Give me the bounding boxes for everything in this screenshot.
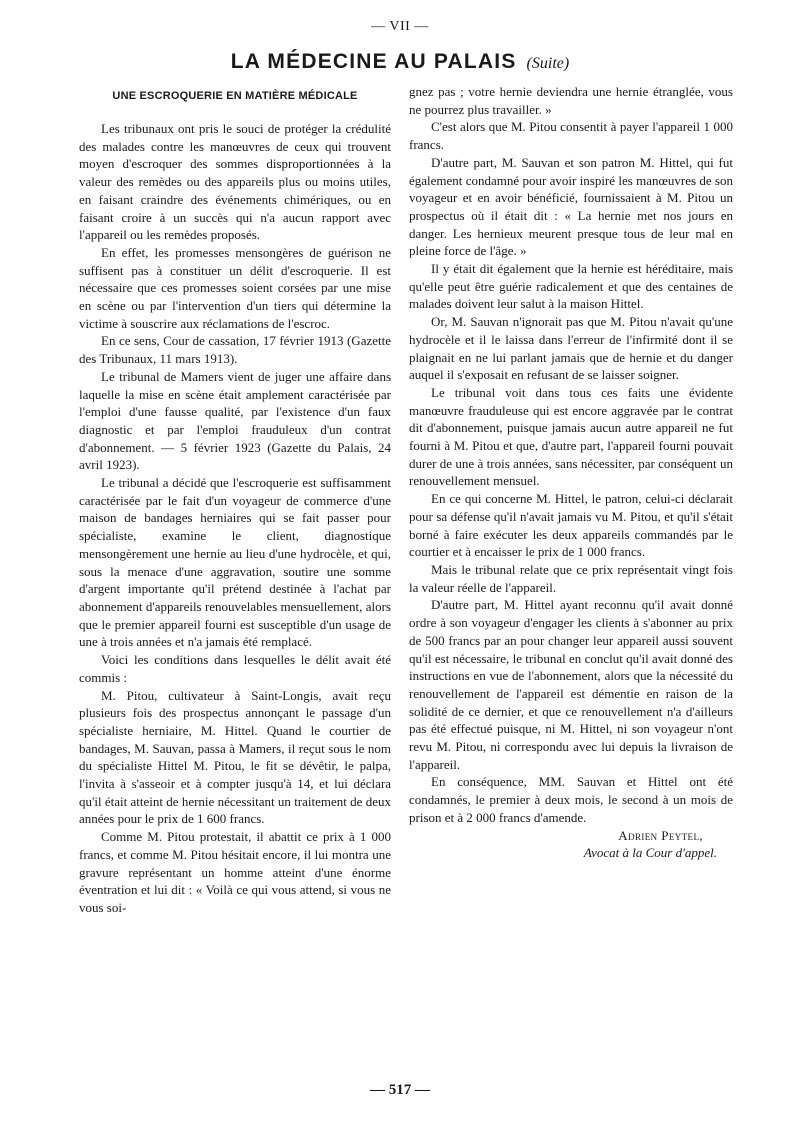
paragraph: M. Pitou, cultivateur à Saint-Longis, avait reçu plusieurs fois des prospectus annonçant le passage d'un spécialiste herniaire, M. Hittel. Quand le courtier de bandages, M. Sauvan, passa à Mamers, il reçut sous le nom du spécialiste Hittel M. Pitou, le fit se dévêtir, le palpa, l'invita à s'asseoir et à compter jusqu'à 14, et lui déclara qu'il était atteint de hernie nécessitant un traitement de deux années pour le prix de 1 600 francs. [79, 687, 391, 827]
paragraph: Or, M. Sauvan n'ignorait pas que M. Pitou n'avait qu'une hydrocèle et il le laissa dans l'erreur de l'infirmité dont il se plaignait en ne lui parlant jamais que de hernie et du danger auquel il s'exposait en refusant de se laisser soigner. [409, 314, 733, 383]
paragraph: Le tribunal a décidé que l'escroquerie est suffisamment caractérisée par le fait d'un voyageur de commerce d'une maison de bandages herniaires qui se fait passer pour spécialiste, examine le client, diagnostique mensongèrement une hernie au lieu d'une hydrocèle, et qui, sous la menace d'une aggravation, soutire une somme d'argent importante qu'il prétend destinée à l'achat par abonnement d'appareils renouvelables mensuellement, alors que le premier appareil fourni est susceptible d'un usage de une à trois années et n'a jamais été remplacé. [79, 475, 391, 650]
paragraph: Il y était dit également que la hernie est héréditaire, mais qu'elle peut être guérie radicalement et que des centaines de malades doivent leur salut à la maison Hittel. [409, 261, 733, 312]
title-main: LA MÉDECINE AU PALAIS [230, 50, 517, 73]
author-name: Adrien Peytel, [618, 827, 703, 843]
paragraph: En ce qui concerne M. Hittel, le patron, celui-ci déclarait pour sa défense qu'il n'avait jamais vu M. Pitou, et qu'il s'était borné à faire exécuter les deux appareils commandés par le courtier et à encaisser le prix de 1 000 francs. [409, 491, 733, 560]
author-role: Avocat à la Cour d'appel. [583, 845, 717, 861]
paragraph: D'autre part, M. Hittel ayant reconnu qu'il avait donné ordre à son voyageur d'engager les clients à s'abonner au prix de 500 francs par an pour changer leur appareil aussi souvent qu'il est nécessaire, le tribunal en conclut qu'il avait donné des instructions en vue de l'abonnement, alors que la nécessité du renouvellement de l'appareil est démentie en raison de la solidité de ce dernier, et que ce renouvellement n'a d'ailleurs pas été effectué puisque, ni M. Hittel, ni son voyageur n'ont revu M. Pitou, ni correspondu avec lui depuis la livraison de l'appareil. [409, 597, 733, 772]
paragraph: Voici les conditions dans lesquelles le délit avait été commis : [79, 652, 391, 685]
page-title [0, 50, 800, 74]
paragraph: Les tribunaux ont pris le souci de protéger la crédulité des malades contre les manœuvres de ceux qui trouvent moyen d'escroquer des sommes disproportionnées à la valeur des remèdes ou des appareils plus ou moins utiles, en faisant craindre des événements chimériques, ou en faisant croire à un succès qui n'a aucun rapport avec l'appareil ou les remèdes proposés. [79, 121, 391, 243]
paragraph: Le tribunal voit dans tous ces faits une évidente manœuvre frauduleuse qui est encore aggravée par le contrat dit d'abonnement, puisque jamais aucun autre appareil ne fut fourni à M. Pitou et que, d'autre part, l'appareil fourni pouvait durer de une à trois années, sans nécessiter, par conséquent un renouvellement mensuel. [409, 384, 733, 489]
left-column [79, 120, 391, 917]
paragraph: En effet, les promesses mensongères de guérison ne suffisent pas à constituer un délit d'escroquerie. Il est nécessaire que ces promesses soient corsées par une mise en scène ou par l'intervention d'un tiers qui détermine la victime à souscrire aux réclamations de l'escroc. [79, 244, 391, 331]
article-heading: UNE ESCROQUERIE EN MATIÈRE MÉDICALE [112, 90, 358, 102]
paragraph: D'autre part, M. Sauvan et son patron M. Hittel, qui fut également condamné pour avoir inspiré les manœuvres de son voyageur et en avoir bénéficié, fournissaient à M. Pitou un prospectus où il était dit : « La hernie met nos jours en danger. Les hernieux meurent presque tous de leur mal en pleine force de l'âge. » [409, 154, 733, 259]
paragraph: En ce sens, Cour de cassation, 17 février 1913 (Gazette des Tribunaux, 11 mars 1913). [79, 333, 391, 367]
paragraph: En conséquence, MM. Sauvan et Hittel ont été condamnés, le premier à deux mois, le second à un mois de prison et à 2 000 francs d'amende. [409, 774, 733, 825]
paragraph: C'est alors que M. Pitou consentit à payer l'appareil 1 000 francs. [409, 119, 733, 153]
paragraph: Le tribunal de Mamers vient de juger une affaire dans laquelle la mise en scène était amplement caractérisée par l'emploi d'une fausse qualité, par l'existence d'un faux diagnostic et par l'emploi frauduleux d'un contrat d'abonnement. — 5 février 1923 (Gazette du Palais, 24 avril 1923). [79, 368, 391, 473]
title-suffix: (Suite) [526, 55, 570, 72]
paragraph: Mais le tribunal relate que ce prix représentait vingt fois la valeur réelle de l'appareil. [409, 561, 733, 595]
page-number: — 517 — [370, 1082, 430, 1098]
right-column [409, 83, 733, 862]
paragraph: Comme M. Pitou protestait, il abattit ce prix à 1 000 francs, et comme M. Pitou hésitait encore, il lui montra une gravure représentant un homme atteint d'une énorme éventration et lui dit : « Voilà ce qui vous attend, si vous ne vous soi- [79, 829, 391, 915]
roman-folio: — VII — [371, 19, 429, 34]
paragraph-continuation: gnez pas ; votre hernie deviendra une hernie étranglée, vous ne pourrez plus travailler. » [409, 84, 733, 117]
